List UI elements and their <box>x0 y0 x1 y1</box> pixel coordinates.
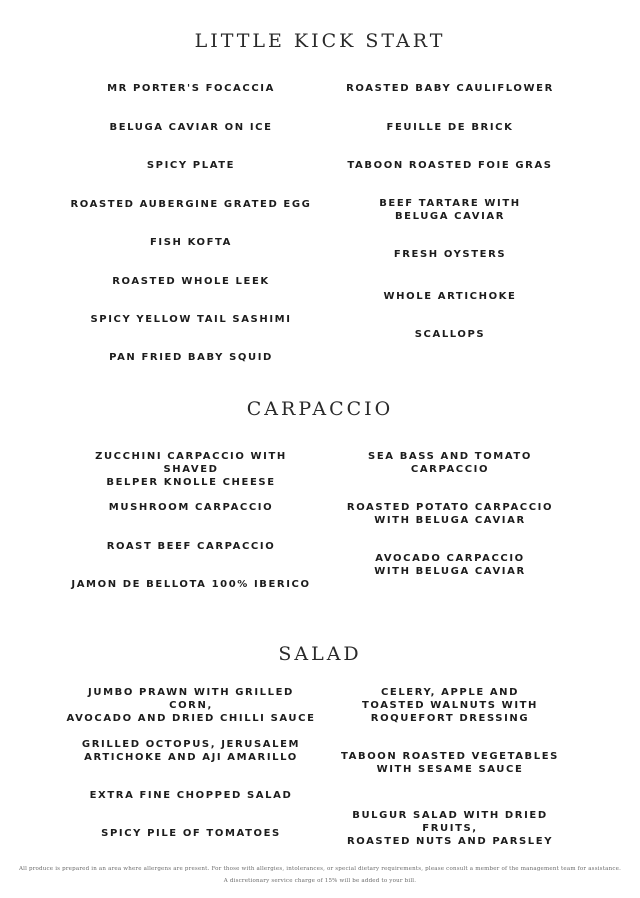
menu-item: JAMON DE BELLOTA 100% IBERICO <box>71 579 311 590</box>
menu-item: SEA BASS AND TOMATO CARPACCIO <box>368 451 532 475</box>
service-charge-note: A discretionary service charge of 15% will be added to your bill. <box>223 878 417 884</box>
menu-item: ROASTED POTATO CARPACCIO WITH BELUGA CAVIAR <box>346 502 554 526</box>
menu-item: SPICY PILE OF TOMATOES <box>101 828 281 839</box>
menu-item: MR PORTER'S FOCACCIA <box>107 83 275 94</box>
menu-item: TABOON ROASTED VEGETABLES WITH SESAME SAUCE <box>341 751 559 775</box>
menu-item: BEEF TARTARE WITH BELUGA CAVIAR <box>379 198 521 222</box>
menu-item: ROASTED WHOLE LEEK <box>112 276 270 287</box>
menu-item: AVOCADO CARPACCIO WITH BELUGA CAVIAR <box>374 553 526 577</box>
menu-item: BULGUR SALAD WITH DRIED FRUITS, ROASTED NUTS AND PARSLEY <box>346 810 554 847</box>
menu-item: JUMBO PRAWN WITH GRILLED CORN, AVOCADO AND DRIED CHILLI SAUCE <box>66 687 316 724</box>
menu-item: ROASTED AUBERGINE GRATED EGG <box>70 199 312 210</box>
menu-item: CELERY, APPLE AND TOASTED WALNUTS WITH ROQUEFORT DRESSING <box>361 687 539 724</box>
menu-item: MUSHROOM CARPACCIO <box>108 502 274 513</box>
section-title-salad: SALAD <box>278 643 362 665</box>
menu-item: ZUCCHINI CARPACCIO WITH SHAVED BELPER KNOLLE CHEESE <box>95 451 287 488</box>
menu-item: EXTRA FINE CHOPPED SALAD <box>89 790 293 801</box>
menu-item: GRILLED OCTOPUS, JERUSALEM ARTICHOKE AND AJI AMARILLO <box>81 739 301 763</box>
menu-item: PAN FRIED BABY SQUID <box>109 352 273 363</box>
menu-item: FRESH OYSTERS <box>393 249 507 260</box>
menu-item: FEUILLE DE BRICK <box>386 122 514 133</box>
menu-item: ROASTED BABY CAULIFLOWER <box>346 83 554 94</box>
menu-item: FISH KOFTA <box>149 237 233 248</box>
menu-item: SPICY YELLOW TAIL SASHIMI <box>90 314 292 325</box>
menu-item: SPICY PLATE <box>146 160 236 171</box>
menu-item: BELUGA CAVIAR ON ICE <box>109 122 273 133</box>
menu-item: TABOON ROASTED FOIE GRAS <box>347 160 553 171</box>
menu-item: SCALLOPS <box>414 329 486 340</box>
menu-item: WHOLE ARTICHOKE <box>383 291 517 302</box>
allergen-note: All produce is prepared in an area where allergens are present. For those with allergies, intolerances, or special dietary requirements, please consult a member of the management team for assistance. <box>18 866 622 872</box>
menu-item: ROAST BEEF CARPACCIO <box>106 541 276 552</box>
section-title-little-kick-start: LITTLE KICK START <box>194 30 446 52</box>
section-title-carpaccio: CARPACCIO <box>246 398 394 420</box>
